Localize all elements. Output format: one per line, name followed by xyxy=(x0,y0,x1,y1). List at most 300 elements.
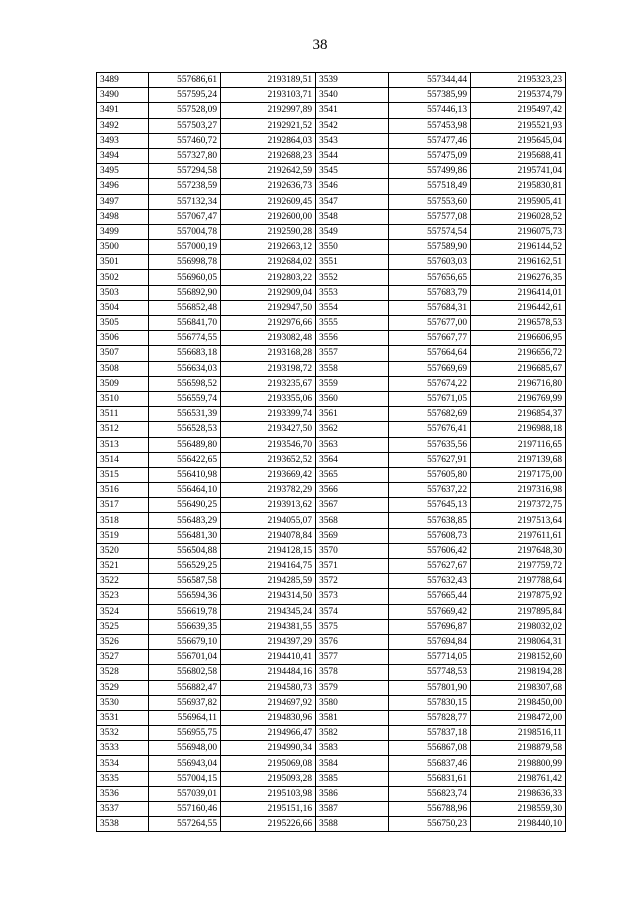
x-coordinate-cell: 557589,90 xyxy=(389,240,471,255)
y-coordinate-cell: 2198450,00 xyxy=(471,695,566,710)
point-number-cell: 3582 xyxy=(316,726,389,741)
point-number-cell: 3491 xyxy=(97,103,149,118)
point-number-cell: 3524 xyxy=(97,604,149,619)
point-number-cell: 3552 xyxy=(316,270,389,285)
y-coordinate-cell: 2196685,67 xyxy=(471,361,566,376)
x-coordinate-cell: 557238,59 xyxy=(149,179,221,194)
y-coordinate-cell: 2195645,04 xyxy=(471,133,566,148)
table-row xyxy=(97,118,566,133)
y-coordinate-cell: 2192997,89 xyxy=(221,103,316,118)
y-coordinate-cell: 2196028,52 xyxy=(471,209,566,224)
y-coordinate-cell: 2198559,30 xyxy=(471,802,566,817)
x-coordinate-cell: 557264,55 xyxy=(149,817,221,832)
y-coordinate-cell: 2195374,79 xyxy=(471,88,566,103)
x-coordinate-cell: 557528,09 xyxy=(149,103,221,118)
y-coordinate-cell: 2198440,10 xyxy=(471,817,566,832)
x-coordinate-cell: 556529,25 xyxy=(149,559,221,574)
x-coordinate-cell: 557344,44 xyxy=(389,73,471,88)
y-coordinate-cell: 2194345,24 xyxy=(221,604,316,619)
x-coordinate-cell: 556410,98 xyxy=(149,467,221,482)
y-coordinate-cell: 2194410,41 xyxy=(221,650,316,665)
y-coordinate-cell: 2194078,84 xyxy=(221,528,316,543)
x-coordinate-cell: 556831,61 xyxy=(389,771,471,786)
y-coordinate-cell: 2197372,75 xyxy=(471,498,566,513)
y-coordinate-cell: 2195069,08 xyxy=(221,756,316,771)
y-coordinate-cell: 2193355,06 xyxy=(221,391,316,406)
point-number-cell: 3510 xyxy=(97,391,149,406)
table-row xyxy=(97,88,566,103)
x-coordinate-cell: 556964,11 xyxy=(149,710,221,725)
x-coordinate-cell: 556701,04 xyxy=(149,650,221,665)
point-number-cell: 3532 xyxy=(97,726,149,741)
x-coordinate-cell: 556528,53 xyxy=(149,422,221,437)
point-number-cell: 3528 xyxy=(97,665,149,680)
x-coordinate-cell: 556852,48 xyxy=(149,300,221,315)
table-row xyxy=(97,543,566,558)
y-coordinate-cell: 2195151,16 xyxy=(221,802,316,817)
point-number-cell: 3568 xyxy=(316,513,389,528)
y-coordinate-cell: 2193669,42 xyxy=(221,467,316,482)
table-row xyxy=(97,726,566,741)
y-coordinate-cell: 2192921,52 xyxy=(221,118,316,133)
point-number-cell: 3502 xyxy=(97,270,149,285)
point-number-cell: 3548 xyxy=(316,209,389,224)
y-coordinate-cell: 2194164,75 xyxy=(221,559,316,574)
y-coordinate-cell: 2192642,59 xyxy=(221,164,316,179)
point-number-cell: 3550 xyxy=(316,240,389,255)
x-coordinate-cell: 557830,15 xyxy=(389,695,471,710)
x-coordinate-cell: 557677,00 xyxy=(389,316,471,331)
table-row xyxy=(97,224,566,239)
table-row xyxy=(97,680,566,695)
y-coordinate-cell: 2192600,00 xyxy=(221,209,316,224)
table-row xyxy=(97,391,566,406)
y-coordinate-cell: 2196276,35 xyxy=(471,270,566,285)
x-coordinate-cell: 556464,10 xyxy=(149,483,221,498)
x-coordinate-cell: 557000,19 xyxy=(149,240,221,255)
x-coordinate-cell: 557574,54 xyxy=(389,224,471,239)
y-coordinate-cell: 2195497,42 xyxy=(471,103,566,118)
point-number-cell: 3546 xyxy=(316,179,389,194)
table-row xyxy=(97,346,566,361)
y-coordinate-cell: 2197116,65 xyxy=(471,437,566,452)
x-coordinate-cell: 557460,72 xyxy=(149,133,221,148)
table-row xyxy=(97,483,566,498)
y-coordinate-cell: 2195905,41 xyxy=(471,194,566,209)
x-coordinate-cell: 557694,84 xyxy=(389,634,471,649)
point-number-cell: 3497 xyxy=(97,194,149,209)
x-coordinate-cell: 557664,64 xyxy=(389,346,471,361)
y-coordinate-cell: 2196162,51 xyxy=(471,255,566,270)
point-number-cell: 3506 xyxy=(97,331,149,346)
point-number-cell: 3503 xyxy=(97,285,149,300)
x-coordinate-cell: 556422,65 xyxy=(149,452,221,467)
point-number-cell: 3527 xyxy=(97,650,149,665)
x-coordinate-cell: 557676,41 xyxy=(389,422,471,437)
y-coordinate-cell: 2195830,81 xyxy=(471,179,566,194)
x-coordinate-cell: 557385,99 xyxy=(389,88,471,103)
point-number-cell: 3574 xyxy=(316,604,389,619)
x-coordinate-cell: 557577,08 xyxy=(389,209,471,224)
y-coordinate-cell: 2195521,93 xyxy=(471,118,566,133)
point-number-cell: 3553 xyxy=(316,285,389,300)
x-coordinate-cell: 556802,58 xyxy=(149,665,221,680)
y-coordinate-cell: 2197788,64 xyxy=(471,574,566,589)
y-coordinate-cell: 2198761,42 xyxy=(471,771,566,786)
y-coordinate-cell: 2198879,58 xyxy=(471,741,566,756)
point-number-cell: 3533 xyxy=(97,741,149,756)
x-coordinate-cell: 556619,78 xyxy=(149,604,221,619)
table-row xyxy=(97,634,566,649)
y-coordinate-cell: 2194397,29 xyxy=(221,634,316,649)
point-number-cell: 3573 xyxy=(316,589,389,604)
y-coordinate-cell: 2197648,30 xyxy=(471,543,566,558)
x-coordinate-cell: 556750,23 xyxy=(389,817,471,832)
x-coordinate-cell: 557748,53 xyxy=(389,665,471,680)
y-coordinate-cell: 2193168,28 xyxy=(221,346,316,361)
y-coordinate-cell: 2193082,48 xyxy=(221,331,316,346)
point-number-cell: 3547 xyxy=(316,194,389,209)
x-coordinate-cell: 556943,04 xyxy=(149,756,221,771)
y-coordinate-cell: 2193546,70 xyxy=(221,437,316,452)
y-coordinate-cell: 2195741,04 xyxy=(471,164,566,179)
x-coordinate-cell: 556892,90 xyxy=(149,285,221,300)
point-number-cell: 3518 xyxy=(97,513,149,528)
table-row xyxy=(97,73,566,88)
point-number-cell: 3586 xyxy=(316,786,389,801)
point-number-cell: 3516 xyxy=(97,483,149,498)
y-coordinate-cell: 2192609,45 xyxy=(221,194,316,209)
table-row xyxy=(97,209,566,224)
point-number-cell: 3556 xyxy=(316,331,389,346)
table-row xyxy=(97,316,566,331)
point-number-cell: 3504 xyxy=(97,300,149,315)
table-row xyxy=(97,270,566,285)
x-coordinate-cell: 556960,05 xyxy=(149,270,221,285)
y-coordinate-cell: 2196144,52 xyxy=(471,240,566,255)
point-number-cell: 3570 xyxy=(316,543,389,558)
point-number-cell: 3498 xyxy=(97,209,149,224)
point-number-cell: 3531 xyxy=(97,710,149,725)
table-row xyxy=(97,133,566,148)
point-number-cell: 3501 xyxy=(97,255,149,270)
x-coordinate-cell: 556559,74 xyxy=(149,391,221,406)
x-coordinate-cell: 556481,30 xyxy=(149,528,221,543)
y-coordinate-cell: 2198194,28 xyxy=(471,665,566,680)
point-number-cell: 3499 xyxy=(97,224,149,239)
y-coordinate-cell: 2198032,02 xyxy=(471,619,566,634)
y-coordinate-cell: 2193189,51 xyxy=(221,73,316,88)
x-coordinate-cell: 557683,79 xyxy=(389,285,471,300)
x-coordinate-cell: 557686,61 xyxy=(149,73,221,88)
point-number-cell: 3489 xyxy=(97,73,149,88)
x-coordinate-cell: 557503,27 xyxy=(149,118,221,133)
y-coordinate-cell: 2195323,23 xyxy=(471,73,566,88)
y-coordinate-cell: 2194966,47 xyxy=(221,726,316,741)
point-number-cell: 3561 xyxy=(316,407,389,422)
point-number-cell: 3562 xyxy=(316,422,389,437)
table-row xyxy=(97,710,566,725)
table-row xyxy=(97,452,566,467)
y-coordinate-cell: 2197611,61 xyxy=(471,528,566,543)
point-number-cell: 3588 xyxy=(316,817,389,832)
point-number-cell: 3565 xyxy=(316,467,389,482)
x-coordinate-cell: 557665,44 xyxy=(389,589,471,604)
x-coordinate-cell: 557674,22 xyxy=(389,376,471,391)
x-coordinate-cell: 557475,09 xyxy=(389,148,471,163)
point-number-cell: 3551 xyxy=(316,255,389,270)
y-coordinate-cell: 2193399,74 xyxy=(221,407,316,422)
point-number-cell: 3571 xyxy=(316,559,389,574)
point-number-cell: 3563 xyxy=(316,437,389,452)
point-number-cell: 3569 xyxy=(316,528,389,543)
point-number-cell: 3537 xyxy=(97,802,149,817)
y-coordinate-cell: 2196656,72 xyxy=(471,346,566,361)
x-coordinate-cell: 557696,87 xyxy=(389,619,471,634)
point-number-cell: 3576 xyxy=(316,634,389,649)
y-coordinate-cell: 2193427,50 xyxy=(221,422,316,437)
y-coordinate-cell: 2193913,62 xyxy=(221,498,316,513)
table-row xyxy=(97,756,566,771)
x-coordinate-cell: 556867,08 xyxy=(389,741,471,756)
point-number-cell: 3558 xyxy=(316,361,389,376)
x-coordinate-cell: 557518,49 xyxy=(389,179,471,194)
table-row xyxy=(97,376,566,391)
point-number-cell: 3581 xyxy=(316,710,389,725)
point-number-cell: 3585 xyxy=(316,771,389,786)
point-number-cell: 3538 xyxy=(97,817,149,832)
x-coordinate-cell: 557608,73 xyxy=(389,528,471,543)
point-number-cell: 3514 xyxy=(97,452,149,467)
x-coordinate-cell: 557669,42 xyxy=(389,604,471,619)
point-number-cell: 3492 xyxy=(97,118,149,133)
y-coordinate-cell: 2194484,16 xyxy=(221,665,316,680)
x-coordinate-cell: 556531,39 xyxy=(149,407,221,422)
x-coordinate-cell: 556955,75 xyxy=(149,726,221,741)
y-coordinate-cell: 2194285,59 xyxy=(221,574,316,589)
y-coordinate-cell: 2192864,03 xyxy=(221,133,316,148)
y-coordinate-cell: 2194055,07 xyxy=(221,513,316,528)
table-row xyxy=(97,574,566,589)
y-coordinate-cell: 2196769,99 xyxy=(471,391,566,406)
table-row xyxy=(97,164,566,179)
point-number-cell: 3555 xyxy=(316,316,389,331)
table-row xyxy=(97,148,566,163)
y-coordinate-cell: 2198472,00 xyxy=(471,710,566,725)
x-coordinate-cell: 557632,43 xyxy=(389,574,471,589)
table-row xyxy=(97,619,566,634)
point-number-cell: 3521 xyxy=(97,559,149,574)
y-coordinate-cell: 2198064,31 xyxy=(471,634,566,649)
point-number-cell: 3511 xyxy=(97,407,149,422)
point-number-cell: 3579 xyxy=(316,680,389,695)
point-number-cell: 3496 xyxy=(97,179,149,194)
y-coordinate-cell: 2192688,23 xyxy=(221,148,316,163)
y-coordinate-cell: 2197316,98 xyxy=(471,483,566,498)
point-number-cell: 3508 xyxy=(97,361,149,376)
y-coordinate-cell: 2194697,92 xyxy=(221,695,316,710)
table-row xyxy=(97,513,566,528)
table-row xyxy=(97,817,566,832)
x-coordinate-cell: 556504,88 xyxy=(149,543,221,558)
point-number-cell: 3578 xyxy=(316,665,389,680)
x-coordinate-cell: 556634,03 xyxy=(149,361,221,376)
x-coordinate-cell: 556882,47 xyxy=(149,680,221,695)
y-coordinate-cell: 2194381,55 xyxy=(221,619,316,634)
point-number-cell: 3523 xyxy=(97,589,149,604)
x-coordinate-cell: 557605,80 xyxy=(389,467,471,482)
x-coordinate-cell: 557635,56 xyxy=(389,437,471,452)
table-row xyxy=(97,650,566,665)
point-number-cell: 3584 xyxy=(316,756,389,771)
y-coordinate-cell: 2192803,22 xyxy=(221,270,316,285)
point-number-cell: 3557 xyxy=(316,346,389,361)
y-coordinate-cell: 2194128,15 xyxy=(221,543,316,558)
x-coordinate-cell: 557477,46 xyxy=(389,133,471,148)
x-coordinate-cell: 557039,01 xyxy=(149,786,221,801)
point-number-cell: 3572 xyxy=(316,574,389,589)
point-number-cell: 3515 xyxy=(97,467,149,482)
x-coordinate-cell: 557294,58 xyxy=(149,164,221,179)
point-number-cell: 3541 xyxy=(316,103,389,118)
y-coordinate-cell: 2197875,92 xyxy=(471,589,566,604)
point-number-cell: 3494 xyxy=(97,148,149,163)
x-coordinate-cell: 556679,10 xyxy=(149,634,221,649)
y-coordinate-cell: 2197895,84 xyxy=(471,604,566,619)
x-coordinate-cell: 556948,00 xyxy=(149,741,221,756)
x-coordinate-cell: 556841,70 xyxy=(149,316,221,331)
x-coordinate-cell: 556774,55 xyxy=(149,331,221,346)
table-row xyxy=(97,589,566,604)
point-number-cell: 3490 xyxy=(97,88,149,103)
x-coordinate-cell: 557638,85 xyxy=(389,513,471,528)
point-number-cell: 3587 xyxy=(316,802,389,817)
point-number-cell: 3512 xyxy=(97,422,149,437)
point-number-cell: 3530 xyxy=(97,695,149,710)
table-row xyxy=(97,665,566,680)
table-row xyxy=(97,194,566,209)
y-coordinate-cell: 2195688,41 xyxy=(471,148,566,163)
point-number-cell: 3522 xyxy=(97,574,149,589)
x-coordinate-cell: 557667,77 xyxy=(389,331,471,346)
y-coordinate-cell: 2192590,28 xyxy=(221,224,316,239)
x-coordinate-cell: 556683,18 xyxy=(149,346,221,361)
y-coordinate-cell: 2197513,64 xyxy=(471,513,566,528)
x-coordinate-cell: 557714,05 xyxy=(389,650,471,665)
coordinates-table xyxy=(96,72,566,832)
y-coordinate-cell: 2192636,73 xyxy=(221,179,316,194)
point-number-cell: 3583 xyxy=(316,741,389,756)
x-coordinate-cell: 557645,13 xyxy=(389,498,471,513)
y-coordinate-cell: 2198516,11 xyxy=(471,726,566,741)
y-coordinate-cell: 2196716,80 xyxy=(471,376,566,391)
x-coordinate-cell: 556598,52 xyxy=(149,376,221,391)
point-number-cell: 3549 xyxy=(316,224,389,239)
x-coordinate-cell: 556837,46 xyxy=(389,756,471,771)
point-number-cell: 3577 xyxy=(316,650,389,665)
table-row xyxy=(97,467,566,482)
point-number-cell: 3545 xyxy=(316,164,389,179)
x-coordinate-cell: 556483,29 xyxy=(149,513,221,528)
x-coordinate-cell: 557671,05 xyxy=(389,391,471,406)
point-number-cell: 3534 xyxy=(97,756,149,771)
y-coordinate-cell: 2196988,18 xyxy=(471,422,566,437)
table-row xyxy=(97,422,566,437)
y-coordinate-cell: 2196606,95 xyxy=(471,331,566,346)
point-number-cell: 3519 xyxy=(97,528,149,543)
table-row xyxy=(97,528,566,543)
x-coordinate-cell: 556490,25 xyxy=(149,498,221,513)
point-number-cell: 3505 xyxy=(97,316,149,331)
point-number-cell: 3509 xyxy=(97,376,149,391)
x-coordinate-cell: 557801,90 xyxy=(389,680,471,695)
x-coordinate-cell: 557499,86 xyxy=(389,164,471,179)
x-coordinate-cell: 556587,58 xyxy=(149,574,221,589)
point-number-cell: 3513 xyxy=(97,437,149,452)
table-row xyxy=(97,498,566,513)
x-coordinate-cell: 557132,34 xyxy=(149,194,221,209)
x-coordinate-cell: 556788,96 xyxy=(389,802,471,817)
x-coordinate-cell: 557627,91 xyxy=(389,452,471,467)
table-row xyxy=(97,559,566,574)
point-number-cell: 3535 xyxy=(97,771,149,786)
x-coordinate-cell: 557446,13 xyxy=(389,103,471,118)
y-coordinate-cell: 2196854,37 xyxy=(471,407,566,422)
x-coordinate-cell: 557656,65 xyxy=(389,270,471,285)
point-number-cell: 3554 xyxy=(316,300,389,315)
point-number-cell: 3540 xyxy=(316,88,389,103)
y-coordinate-cell: 2192684,02 xyxy=(221,255,316,270)
table-row xyxy=(97,179,566,194)
table-row xyxy=(97,300,566,315)
y-coordinate-cell: 2195103,98 xyxy=(221,786,316,801)
point-number-cell: 3567 xyxy=(316,498,389,513)
coordinates-table-body xyxy=(97,73,566,832)
y-coordinate-cell: 2198800,99 xyxy=(471,756,566,771)
point-number-cell: 3544 xyxy=(316,148,389,163)
x-coordinate-cell: 557595,24 xyxy=(149,88,221,103)
table-row xyxy=(97,695,566,710)
y-coordinate-cell: 2196578,53 xyxy=(471,316,566,331)
table-row xyxy=(97,255,566,270)
point-number-cell: 3564 xyxy=(316,452,389,467)
point-number-cell: 3520 xyxy=(97,543,149,558)
y-coordinate-cell: 2194580,73 xyxy=(221,680,316,695)
y-coordinate-cell: 2198636,33 xyxy=(471,786,566,801)
x-coordinate-cell: 557453,98 xyxy=(389,118,471,133)
y-coordinate-cell: 2197175,00 xyxy=(471,467,566,482)
point-number-cell: 3517 xyxy=(97,498,149,513)
table-row xyxy=(97,802,566,817)
x-coordinate-cell: 556823,74 xyxy=(389,786,471,801)
x-coordinate-cell: 557067,47 xyxy=(149,209,221,224)
y-coordinate-cell: 2198152,60 xyxy=(471,650,566,665)
point-number-cell: 3536 xyxy=(97,786,149,801)
table-row xyxy=(97,361,566,376)
table-row xyxy=(97,786,566,801)
page-number: 38 xyxy=(312,37,328,53)
y-coordinate-cell: 2192663,12 xyxy=(221,240,316,255)
x-coordinate-cell: 556998,78 xyxy=(149,255,221,270)
x-coordinate-cell: 556639,35 xyxy=(149,619,221,634)
y-coordinate-cell: 2194990,34 xyxy=(221,741,316,756)
y-coordinate-cell: 2197759,72 xyxy=(471,559,566,574)
y-coordinate-cell: 2194314,50 xyxy=(221,589,316,604)
point-number-cell: 3493 xyxy=(97,133,149,148)
table-row xyxy=(97,103,566,118)
x-coordinate-cell: 557603,03 xyxy=(389,255,471,270)
point-number-cell: 3575 xyxy=(316,619,389,634)
